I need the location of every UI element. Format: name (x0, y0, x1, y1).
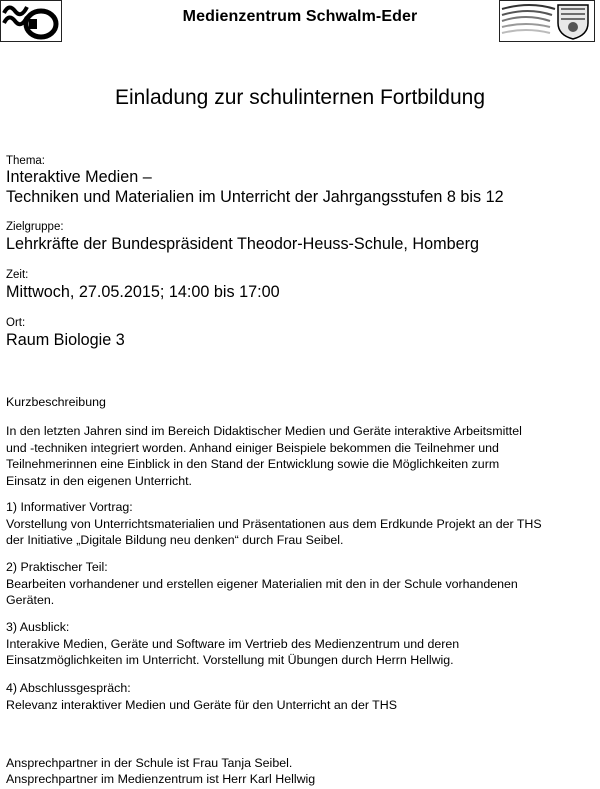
thema-line-2: Techniken und Materialien im Unterricht der Jahrgangsstufen 8 bis 12 (6, 188, 504, 206)
zielgruppe-value: Lehrkräfte der Bundespräsident Theodor-Heuss-Schule, Homberg (6, 235, 479, 253)
document-title: Einladung zur schulinternen Fortbildung (114, 86, 486, 109)
thema-line-1: Interaktive Medien – (6, 168, 152, 186)
zeit-label: Zeit: (6, 269, 29, 281)
section-2-line: Geräten. (6, 593, 55, 607)
section-2-title: 2) Praktischer Teil: (6, 560, 108, 574)
intro-line: Teilnehmerinnen eine Einblick in den Stand der Entwicklung sowie die Möglichkeiten zurm (6, 457, 500, 471)
kurzbeschreibung-heading: Kurzbeschreibung (6, 395, 106, 409)
header-organization: Medienzentrum Schwalm-Eder (182, 8, 418, 25)
section-3-line: Einsatzmöglichkeiten im Unterricht. Vorstellung mit Übungen durch Herrn Hellwig. (6, 653, 454, 667)
section-1-line: der Initiative „Digitale Bildung neu denken“ durch Frau Seibel. (6, 533, 344, 547)
ort-label: Ort: (6, 317, 26, 329)
contact-school: Ansprechpartner in der Schule ist Frau Tanja Seibel. (6, 756, 293, 770)
zeit-value: Mittwoch, 27.05.2015; 14:00 bis 17:00 (6, 283, 280, 301)
section-3-line: Interakive Medien, Geräte und Software im Vertrieb des Medienzentrum und deren (6, 636, 460, 651)
section-1-line: Vorstellung von Unterrichtsmaterialien und Präsentationen aus dem Erdkunde Projekt an der THS (6, 516, 542, 531)
intro-line: Einsatz in den eigenen Unterricht. (6, 473, 192, 488)
section-1-title: 1) Informativer Vortrag: (6, 500, 133, 514)
section-4-title: 4) Abschlussgespräch: (6, 681, 131, 695)
section-2-line: Bearbeiten vorhandener und erstellen eigener Materialien mit den in der Schule vorhandenen (6, 576, 518, 591)
section-3-title: 3) Ausblick: (6, 620, 70, 634)
section-4-line: Relevanz interaktiver Medien und Geräte für den Unterricht an der THS (6, 697, 397, 712)
intro-line: In den letzten Jahren sind im Bereich Didaktischer Medien und Geräte interaktive Arbeitsmittel (6, 424, 522, 438)
zielgruppe-label: Zielgruppe: (6, 221, 64, 233)
thema-label: Thema: (6, 155, 45, 167)
intro-line: und -techniken integriert worden. Anhand einiger Beispiele bekommen die Teilnehmer und (6, 440, 499, 455)
contact-medienzentrum: Ansprechpartner im Medienzentrum ist Herr Karl Hellwig (6, 772, 316, 786)
ort-value: Raum Biologie 3 (6, 331, 125, 349)
